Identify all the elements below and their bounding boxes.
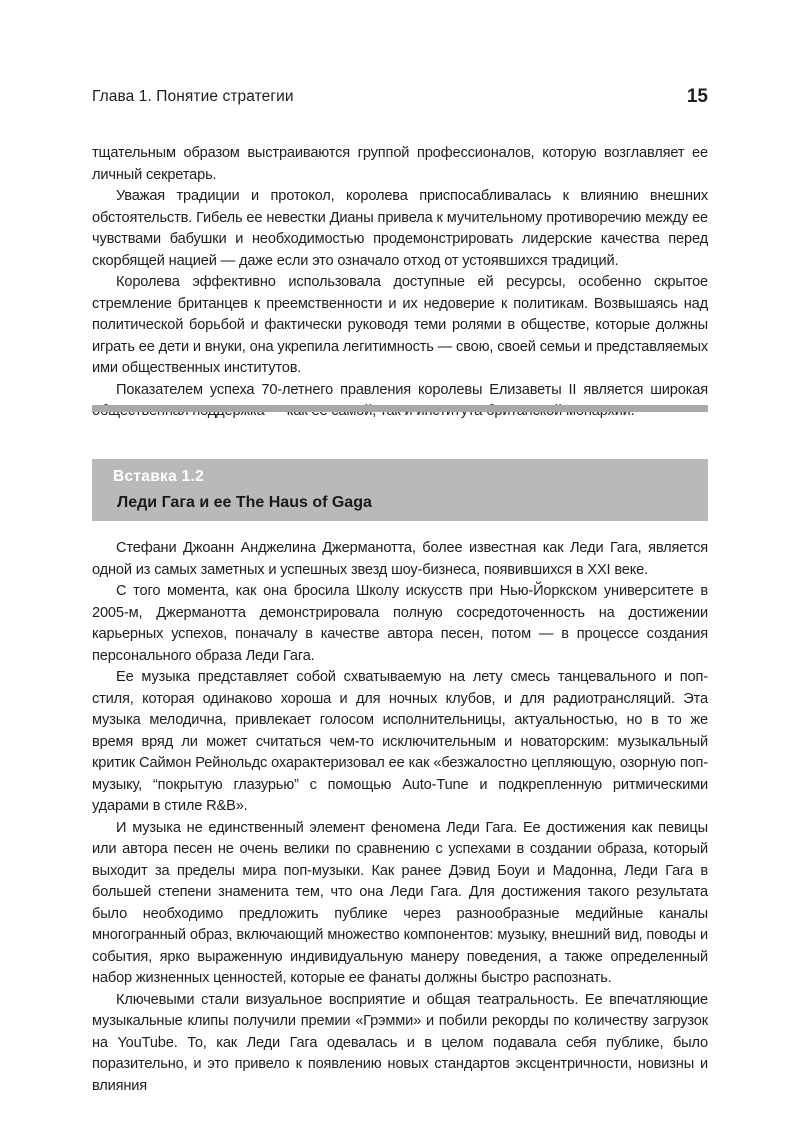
paragraph: Показателем успеха 70-летнего правления королевы Елизаветы II является широкая: [116, 381, 708, 398]
paragraph: Уважая традиции и протокол, королева приспосабливалась к влиянию внешних обстоятельств. Гибель ее невестки Дианы привела к мучительному противоречию между ее чувствами бабушки и необходимостью продемонстрировать лидерские качества перед скорбящей нацией — даже если это означало отход от устоявшихся традиций.: [92, 188, 708, 269]
inset-label: Вставка 1.2: [113, 468, 205, 485]
paragraph: тщательным образом выстраиваются группой профессионалов, которую возглавляет ее личный секретарь.: [92, 145, 708, 183]
paragraph: Стефани Джоанн Анджелина Джерманотта, более известная как Леди Гага, является одной из самых заметных и успешных звезд шоу-бизнеса, появившихся в XXI веке.: [92, 540, 708, 578]
inset-header: [92, 459, 708, 521]
page-number: 15: [686, 86, 708, 107]
paragraph: С того момента, как она бросила Школу искусств при Нью-Йоркском университете в 2005-м, Джерманотта демонстрировала полную сосредоточенность на достижении карьерных успехов, поначалу в качестве автора песен, потом — в процессе создания персонального образа Леди Гага.: [92, 583, 708, 664]
inset-body-text: [92, 538, 708, 1097]
paragraph: Ее музыка представляет собой схватываемую на лету смесь танцевального и поп-стиля, которая одинаково хороша и для ночных клубов, и для радиотрансляций. Эта музыка мелодична, привлекает голосом исполнительницы, актуальностью, но в то же время вряд ли может считаться чем-то исключительным и новаторским: музыкальный критик Саймон Рейнольдс охарактеризовал ее как «безжалостно цепляющую, озорную поп-музыку, “покрытую глазурью” с помощью Auto-Tune и подкрепленную ритмическими ударами в стиле R&B».: [92, 669, 708, 814]
paragraph: И музыка не единственный элемент феномена Леди Гага. Ее достижения как певицы или автора песен не очень велики по сравнению с успехами в создании образа, который выходит за пределы мира поп-музыки. Как ранее Дэвид Боуи и Мадонна, Леди Гага в большей степени знаменита тем, что она Леди Гага. Для достижения такого результата было необходимо предложить публике через разнообразные медийные каналы многогранный образ, включающий множество компонентов: музыку, внешний вид, поводы и события, ярко выраженную индивидуальную манеру поведения, а также определенный набор жизненных ценностей, которые ее фанаты должны быстро распознать.: [92, 819, 708, 986]
inset-title: Леди Гага и ее The Haus of Gaga: [117, 494, 372, 511]
chapter-title: Глава 1. Понятие стратегии: [92, 88, 294, 105]
running-head: [92, 86, 708, 110]
paragraph: Королева эффективно использовала доступные ей ресурсы, особенно скрытое стремление британцев к преемственности и их недоверие к политикам. Возвышаясь над политической борьбой и фактически руководя теми ролями в обществе, которые должны играть ее дети и внуки, она укрепила легитимность — свою, своей семьи и представляемых ими общественных институтов.: [92, 274, 708, 376]
paragraph: Ключевыми стали визуальное восприятие и общая театральность. Ее впечатляющие музыкальные клипы получили премии «Грэмми» и побили рекорды по количеству загрузок на YouTube. То, как Леди Гага одевалась и в целом подавала себя публике, было поразительно, и это привело к появлению новых стандартов эксцентричности, новизны и влияния: [92, 991, 708, 1094]
section-divider: [92, 405, 708, 412]
body-text-top: [92, 143, 708, 423]
